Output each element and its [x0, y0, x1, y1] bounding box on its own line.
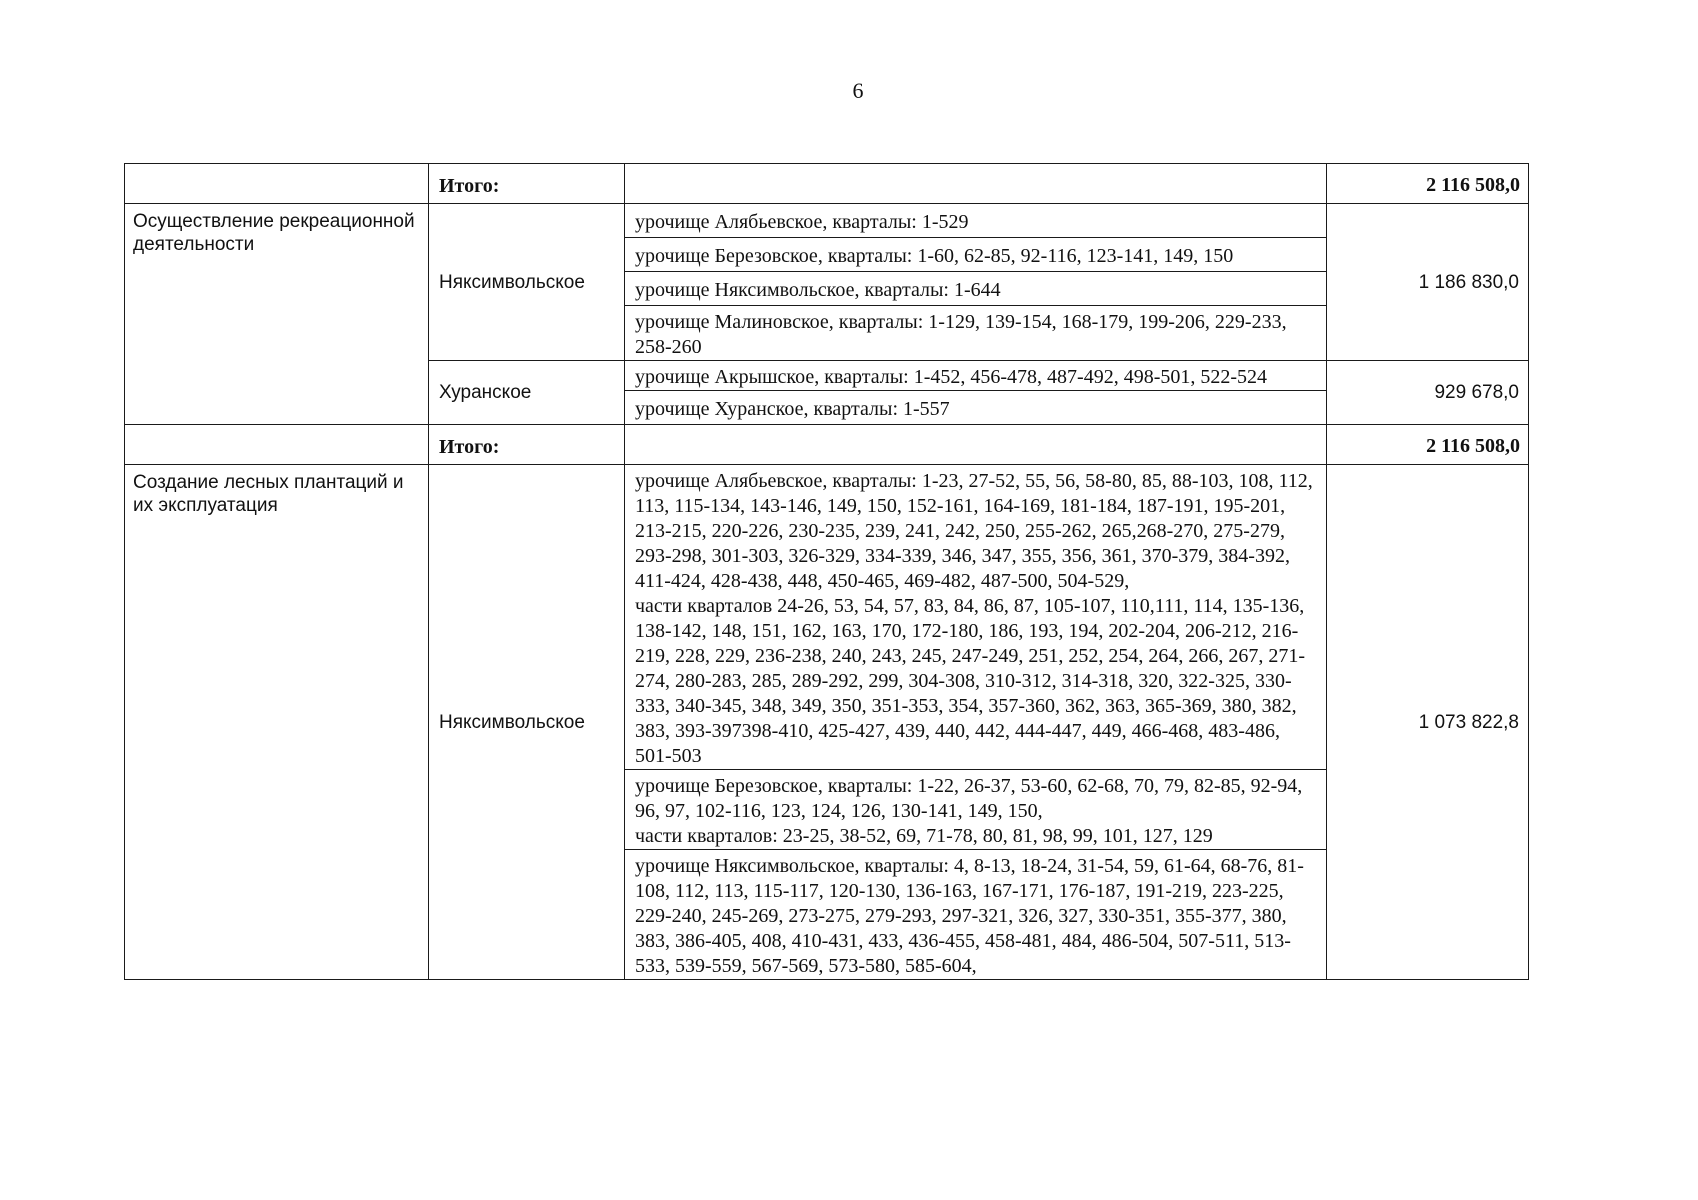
- location-text: урочище Акрышское, кварталы: 1-452, 456-478, 487-492, 498-501, 522-524: [635, 366, 1268, 388]
- area-cell: 1 073 822,8: [1327, 465, 1529, 980]
- total-value: 2 116 508,0: [1327, 164, 1529, 204]
- location-text: урочище Алябьевское, кварталы: 1-23, 27-52, 55, 56, 58-80, 85, 88-103, 108, 112, 113, 115-134, 143-146, 149, 150, 152-161, 164-169, 181-184, 187-191, 195-201, 213-215, 220-226, 230-235, 239, 241, 242, 250, 255-262, 265,268-270, 275-279, 293-298, 301-303, 326-329, 334-339, 346, 347, 355, 356, 361, 370-379, 384-392, 411-424, 428-438, 448, 450-465, 469-482, 487-500, 504-529, части кварталов 24-26, 53, 54, 57, 83, 84, 86, 87, 105-107, 110,111, 114, 135-136, 138-142, 148, 151, 162, 163, 170, 172-180, 186, 193, 194, 202-204, 206-212, 216-219, 228, 229, 236-238, 240, 243, 245, 247-249, 251, 252, 254, 264, 266, 267, 271-274, 280-283, 285, 289-292, 299, 304-308, 310-312, 314-318, 320, 322-325, 330-333, 340-345, 348, 349, 350, 351-353, 354, 357-360, 362, 363, 365-369, 380, 382, 383, 393-397398-410, 425-427, 439, 440, 442, 444-447, 449, 466-468, 483-486, 501-503: [635, 470, 1313, 767]
- location-cell: [625, 361, 1327, 391]
- activity-cell: Создание лесных плантаций и их эксплуатация: [125, 465, 429, 980]
- table-row: [125, 204, 1529, 238]
- area-cell: 929 678,0: [1327, 361, 1529, 425]
- activity-cell: Осуществление рекреационной деятельности: [125, 204, 429, 425]
- location-cell: [625, 770, 1327, 850]
- empty-cell: [125, 164, 429, 204]
- location-cell: [625, 850, 1327, 980]
- location-text: урочище Березовское, кварталы: 1-22, 26-37, 53-60, 62-68, 70, 79, 82-85, 92-94, 96, 97, 102-116, 123, 124, 126, 130-141, 149, 150, части кварталов: 23-25, 38-52, 69, 71-78, 80, 81, 98, 99, 101, 127, 129: [635, 775, 1303, 847]
- location-cell: [625, 204, 1327, 238]
- location-text: урочище Малиновское, кварталы: 1-129, 139-154, 168-179, 199-206, 229-233, 258-260: [635, 311, 1287, 358]
- area-cell: 1 186 830,0: [1327, 204, 1529, 361]
- total-row: [125, 164, 1529, 204]
- location-text: урочище Няксимвольское, кварталы: 4, 8-13, 18-24, 31-54, 59, 61-64, 68-76, 81-108, 112, 113, 115-117, 120-130, 136-163, 167-171, 176-187, 191-219, 223-225, 229-240, 245-269, 273-275, 279-293, 297-321, 326, 327, 330-351, 355-377, 380, 383, 386-405, 408, 410-431, 433, 436-455, 458-481, 484, 486-504, 507-511, 513-533, 539-559, 567-569, 573-580, 585-604,: [635, 855, 1304, 977]
- total-label: Итого:: [429, 164, 625, 204]
- forestry-cell: Хуранское: [429, 361, 625, 425]
- forestry-cell: Няксимвольское: [429, 465, 625, 980]
- forestry-cell: Няксимвольское: [429, 204, 625, 361]
- total-value: 2 116 508,0: [1327, 425, 1529, 465]
- empty-cell: [625, 164, 1327, 204]
- total-row: [125, 425, 1529, 465]
- location-cell: [625, 238, 1327, 272]
- location-cell: [625, 465, 1327, 770]
- location-text: урочище Хуранское, кварталы: 1-557: [635, 398, 950, 420]
- table-row: [125, 465, 1529, 770]
- location-cell: [625, 272, 1327, 306]
- location-text: урочище Алябьевское, кварталы: 1-529: [635, 211, 969, 233]
- empty-cell: [125, 425, 429, 465]
- empty-cell: [625, 425, 1327, 465]
- forest-use-table: [124, 163, 1529, 980]
- page-number: 6: [852, 78, 864, 103]
- total-label: Итого:: [429, 425, 625, 465]
- location-text: урочище Няксимвольское, кварталы: 1-644: [635, 279, 1001, 301]
- location-cell: [625, 306, 1327, 361]
- location-cell: [625, 391, 1327, 425]
- location-text: урочище Березовское, кварталы: 1-60, 62-85, 92-116, 123-141, 149, 150: [635, 245, 1234, 267]
